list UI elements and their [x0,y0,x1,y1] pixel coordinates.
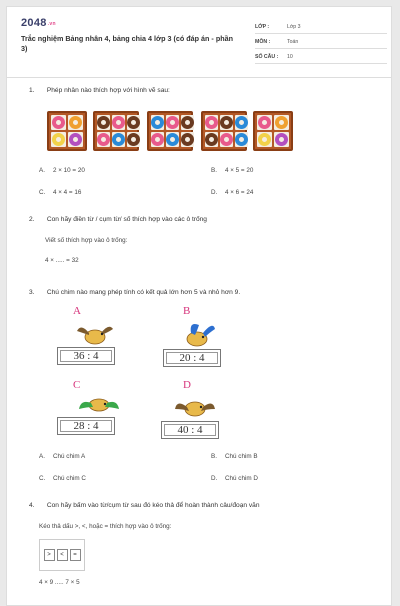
option-text: 2 × 10 = 20 [53,167,85,174]
question-4 [29,502,260,509]
worksheet-page [6,6,392,606]
donut-icon [220,133,233,146]
bird-letter-d: D [183,379,191,391]
drag-chip-less[interactable]: < [57,549,68,561]
donut-icon [112,133,125,146]
option-text: Chú chim D [225,475,258,482]
donut-box [93,111,139,151]
question-text: Con hãy bấm vào từ/cụm từ sau đó kéo thả để hoàn thành câu/đoạn văn [46,502,260,509]
option-key: C. [39,189,46,196]
donut-icon [205,116,218,129]
answer-option-d[interactable] [211,475,258,482]
donut-icon [151,133,164,146]
option-text: 4 × 6 = 24 [225,189,254,196]
answer-option-c[interactable] [39,189,81,196]
page-title: Trắc nghiệm Bảng nhân 4, bảng chia 4 lớp 3 (có đáp án - phần 3) [21,34,233,53]
donut-icon [52,133,65,146]
donut-icon [235,133,248,146]
donut-icon [258,116,271,129]
donut-icon [275,116,288,129]
answer-option-a[interactable] [39,167,85,174]
answer-option-b[interactable] [211,453,258,460]
option-text: 4 × 4 = 16 [53,189,82,196]
fill-in-equation[interactable]: 4 × ..... = 32 [45,257,79,264]
bird-expression-c[interactable]: 28 : 4 [57,417,115,435]
meta-row-subject [255,36,387,49]
donut-box [47,111,87,151]
bird-icon [77,395,121,417]
question-number: 3. [29,289,35,296]
option-key: D. [211,189,218,196]
donut-icon [166,133,179,146]
donut-icon [205,133,218,146]
drag-choices [39,539,85,571]
donut-icon [151,116,164,129]
question-text: Phép nhân nào thích hợp với hình vẽ sau: [46,87,170,94]
answer-option-c[interactable] [39,475,86,482]
donut-icon [258,133,271,146]
drop-equation[interactable]: 4 × 9 ..... 7 × 5 [39,579,80,586]
option-text: Chú chim B [225,453,258,460]
meta-key: SỐ CÂU : [255,54,279,60]
option-text: Chú chim A [53,453,86,460]
site-logo[interactable]: 2048.vn [21,17,56,29]
option-key: C. [39,475,46,482]
answer-option-d[interactable] [211,189,253,196]
question-2 [29,216,207,223]
bird-expression-b[interactable]: 20 : 4 [163,349,221,367]
option-key: A. [39,453,45,460]
option-key: B. [211,453,217,460]
donut-icon [220,116,233,129]
meta-key: MÔN : [255,39,271,45]
question-number: 1. [29,87,35,94]
question-instruction: Kéo thả dấu >, <, hoặc = thích hợp vào ô trống: [39,523,172,530]
meta-row-count [255,51,387,64]
meta-value: Lớp 3 [287,24,301,30]
question-number: 4. [29,502,35,509]
donut-icon [97,133,110,146]
bird-expression-a[interactable]: 36 : 4 [57,347,115,365]
bird-icon [179,321,219,349]
donut-icon [127,116,140,129]
donut-icon [127,133,140,146]
drag-chip-equal[interactable]: = [70,549,81,561]
donut-icon [235,116,248,129]
bird-expression-d[interactable]: 40 : 4 [161,421,219,439]
donut-box [147,111,193,151]
option-key: D. [211,475,218,482]
bird-letter-a: A [73,305,81,317]
question-instruction: Viết số thích hợp vào ô trống: [45,237,128,244]
donut-box [201,111,247,151]
donut-box [253,111,293,151]
bird-icon [173,393,217,421]
option-text: 4 × 5 = 20 [225,167,254,174]
donut-icon [112,116,125,129]
donut-icon [181,116,194,129]
header-divider [7,77,391,78]
answer-option-a[interactable] [39,453,85,460]
meta-info [255,21,387,66]
meta-key: LỚP : [255,24,270,30]
option-key: B. [211,167,217,174]
question-number: 2. [29,216,35,223]
drag-chip-greater[interactable]: > [44,549,55,561]
meta-row-grade [255,21,387,34]
meta-value: Toán [287,39,299,45]
bird-letter-b: B [183,305,191,317]
donut-icon [69,133,82,146]
option-text: Chú chim C [53,475,86,482]
question-text: Chú chim nào mang phép tính có kết quả lớn hơn 5 và nhỏ hơn 9. [46,289,241,296]
question-text: Con hãy điền từ / cụm từ/ số thích hợp vào các ô trống [46,216,207,223]
answer-option-b[interactable] [211,167,253,174]
donut-icon [97,116,110,129]
donut-icon [69,116,82,129]
question-3 [29,289,240,296]
donut-icon [181,133,194,146]
bird-letter-c: C [73,379,81,391]
question-1 [29,87,170,94]
meta-value: 10 [287,54,293,60]
option-key: A. [39,167,45,174]
donut-icon [52,116,65,129]
donut-icon [275,133,288,146]
bird-icon [75,321,115,347]
donut-icon [166,116,179,129]
